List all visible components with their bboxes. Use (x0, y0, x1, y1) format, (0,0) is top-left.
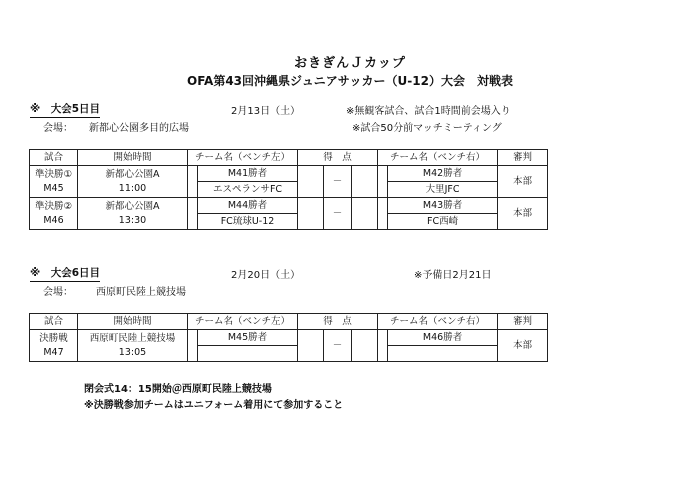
referee-cell: 本部 (498, 198, 548, 230)
day6-note-reserve-day: ※予備日2月21日 (414, 270, 492, 281)
table-row (30, 166, 548, 182)
spacer-cell (188, 166, 198, 198)
score-right (352, 166, 378, 198)
match-time: 11:00 (118, 182, 147, 194)
match-id-cell (30, 330, 78, 362)
match-venue: 新都心公園A (105, 200, 160, 212)
header-start-time: 開始時間 (78, 150, 188, 166)
day5-schedule-table (29, 149, 548, 230)
spacer-cell (188, 198, 198, 230)
tournament-title: OFA第43回沖縄県ジュニアサッカー（U-12）大会 対戦表 (187, 74, 513, 88)
table-header-row (30, 314, 548, 330)
start-time-cell (78, 198, 188, 230)
team-left: M45勝者 (198, 330, 298, 346)
match-code: M47 (43, 346, 64, 358)
header-referee: 審判 (498, 150, 548, 166)
spacer-cell (188, 330, 198, 362)
team-left-blank (198, 346, 298, 362)
uniform-note: ※決勝戦参加チームはユニフォーム着用にて参加すること (84, 400, 344, 411)
score-dash: － (324, 330, 352, 362)
spacer-cell (378, 330, 388, 362)
match-time: 13:05 (118, 346, 147, 358)
match-time: 13:30 (118, 214, 147, 226)
header-team-left: チーム名（ベンチ左） (188, 150, 298, 166)
team-right: M46勝者 (388, 330, 498, 346)
score-left (298, 198, 324, 230)
match-code: M46 (43, 214, 64, 226)
day6-schedule-table (29, 313, 548, 362)
match-round: 準決勝① (34, 168, 73, 180)
header-start-time: 開始時間 (78, 314, 188, 330)
match-round: 準決勝② (34, 200, 73, 212)
day5-venue: 新都心公園多目的広場 (89, 123, 189, 134)
day5-date: 2月13日（土） (231, 106, 301, 117)
match-venue: 西原町民陸上競技場 (89, 332, 176, 344)
header-team-right: チーム名（ベンチ右） (378, 314, 498, 330)
day5-venue-label: 会場： (43, 123, 73, 134)
cup-title: おきぎんＪカップ (294, 56, 406, 71)
day6-venue-label: 会場： (43, 287, 73, 298)
table-row (30, 330, 548, 346)
header-team-right: チーム名（ベンチ右） (378, 150, 498, 166)
day5-note-meeting: ※試合50分前マッチミーティング (352, 123, 502, 134)
referee-cell: 本部 (498, 166, 548, 198)
team-right-bottom: FC西崎 (388, 214, 498, 230)
match-id-cell (30, 198, 78, 230)
score-dash: － (324, 198, 352, 230)
header-score: 得 点 (298, 314, 378, 330)
table-header-row (30, 150, 548, 166)
score-dash: － (324, 166, 352, 198)
team-right-top: M42勝者 (388, 166, 498, 182)
match-code: M45 (43, 182, 64, 194)
team-left-top: M41勝者 (198, 166, 298, 182)
team-left-bottom: エスペランサFC (198, 182, 298, 198)
day5-note-no-spectators: ※無観客試合、試合1時間前会場入り (346, 106, 511, 117)
match-id-cell (30, 166, 78, 198)
referee-cell: 本部 (498, 330, 548, 362)
spacer-cell (378, 166, 388, 198)
day6-heading: ※ 大会6日目 (30, 265, 100, 282)
spacer-cell (378, 198, 388, 230)
match-round: 決勝戦 (39, 332, 68, 344)
team-left-top: M44勝者 (198, 198, 298, 214)
team-right-top: M43勝者 (388, 198, 498, 214)
score-right (352, 330, 378, 362)
header-match: 試合 (30, 150, 78, 166)
header-team-left: チーム名（ベンチ左） (188, 314, 298, 330)
day6-date: 2月20日（土） (231, 270, 301, 281)
header-score: 得 点 (298, 150, 378, 166)
start-time-cell (78, 330, 188, 362)
score-left (298, 330, 324, 362)
day6-venue: 西原町民陸上競技場 (96, 287, 186, 298)
score-right (352, 198, 378, 230)
start-time-cell (78, 166, 188, 198)
header-match: 試合 (30, 314, 78, 330)
team-left-bottom: FC琉球U-12 (198, 214, 298, 230)
header-referee: 審判 (498, 314, 548, 330)
score-left (298, 166, 324, 198)
day5-heading: ※ 大会5日目 (30, 101, 100, 118)
team-right-bottom: 大里JFC (388, 182, 498, 198)
closing-ceremony-note: 閉会式14：15開始＠西原町民陸上競技場 (84, 384, 272, 395)
table-row (30, 198, 548, 214)
match-venue: 新都心公園A (105, 168, 160, 180)
team-right-blank (388, 346, 498, 362)
